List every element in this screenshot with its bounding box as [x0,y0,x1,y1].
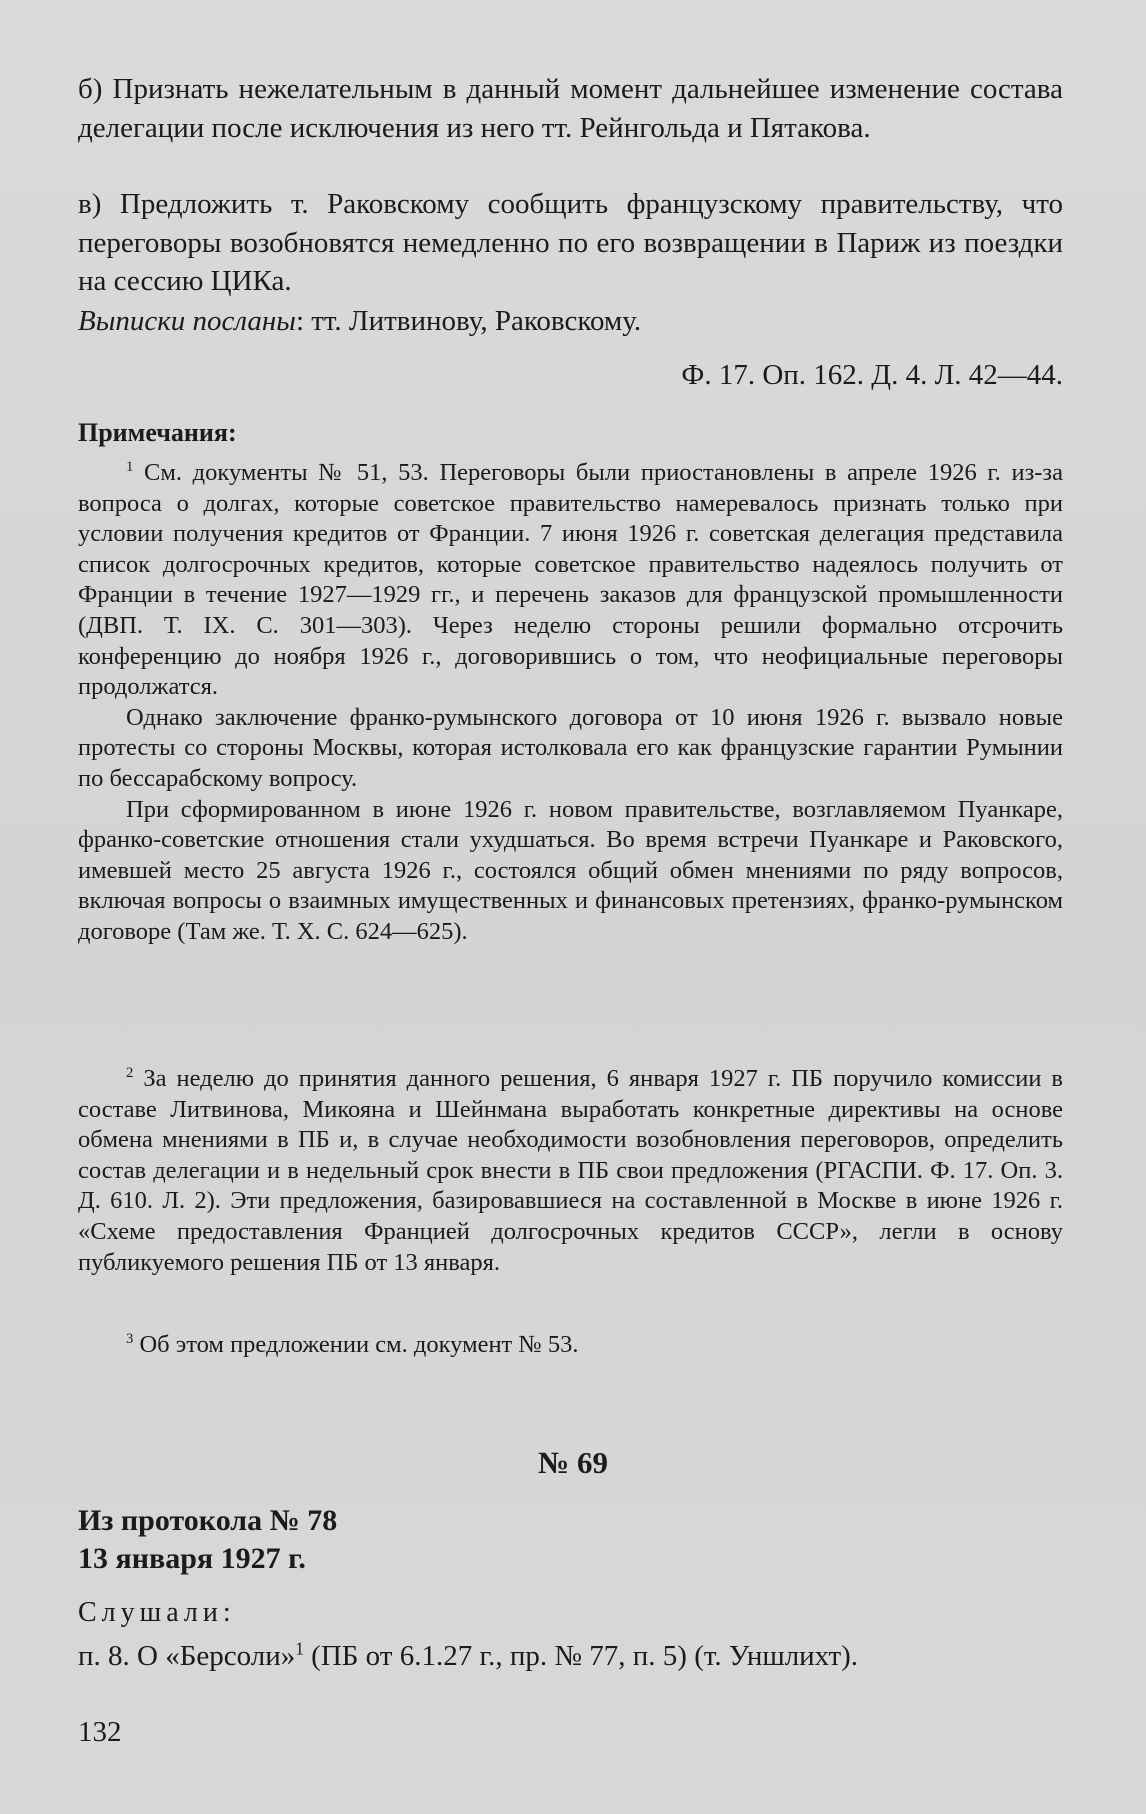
paragraph-v-text: в) Предложить т. Раковскому сообщить французскому правительству, что переговоры возобновятся немедленно по его возвращении в Париж из поездки на сессию ЦИКа. [78,188,1063,297]
note-2-text: За неделю до принятия данного решения, 6 января 1927 г. ПБ поручило комиссии в составе Литвинова, Микояна и Шейнмана выработать конкретные директивы на основе обмена мнениями в ПБ и, в случае необходимости возобновления переговоров, определить состав делегации и в недельный срок внести в ПБ свои предложения (РГАСПИ. Ф. 17. Оп. 3. Д. 610. Л. 2). Эти предложения, базировавшиеся на составленной в Москве в июне 1926 г. «Схеме предоставления Францией долгосрочных кредитов СССР», легли в основу публикуемого решения ПБ от 13 января. [78,1065,1064,1276]
note-1-marker: 1 [126,458,134,475]
archive-reference [78,356,1063,395]
note-1-text-3: При сформированном в июне 1926 г. новом правительстве, возглавляемом Пуанкаре, франко-советские отношения стали ухудшаться. Во время встречи Пуанкаре и Раковского, имевшей место 25 августа 1926 г., состоялся общий обмен мнениями по ряду вопросов, включая вопросы о взаимных имущественных и финансовых претензиях, франко-румынском договоре (Там же. Т. X. С. 624—625). [78,795,1063,945]
agenda-item-title: п. 8. О «Берсоли» [78,1640,296,1672]
note-3 [78,1330,1063,1361]
note-1-paragraph-3 [78,795,1063,948]
note-2-paragraph [78,1064,1063,1278]
agenda-item-marker: 1 [295,1638,304,1659]
extracts-label: Выписки посланы [78,305,296,337]
note-1-text-2: Однако заключение франко-румынского договора от 10 июня 1926 г. вызвало новые протесты со стороны Москвы, которая истолковала его как французские гарантии Румынии по бессарабскому вопросу. [78,703,1063,792]
note-2-marker: 2 [126,1064,134,1081]
note-3-paragraph [78,1330,1063,1361]
note-3-text: Об этом предложении см. документ № 53. [139,1331,579,1358]
agenda-item [78,1637,1063,1676]
extracts-recipients: : тт. Литвинову, Раковскому. [295,305,642,337]
agenda-item-text: (ПБ от 6.1.27 г., пр. № 77, п. 5) (т. Уншлихт). [303,1640,859,1672]
note-1-paragraph-1 [78,458,1063,703]
heard-label-text: Слушали: [78,1597,236,1628]
protocol-title [78,1502,1063,1578]
protocol-title-line-2: 13 января 1927 г. [78,1542,306,1575]
notes-heading [78,414,1063,452]
paragraph-b-text: б) Признать нежелательным в данный момент дальнейшее изменение состава делегации после исключения из него тт. Рейнгольда и Пятакова. [78,73,1063,144]
note-2 [78,1064,1063,1278]
notes-heading-text: Примечания: [78,418,237,447]
note-1 [78,458,1063,948]
extracts-line [78,302,1063,341]
document-number: № 69 [538,1445,608,1480]
note-1-paragraph-2 [78,703,1063,795]
heard-label [78,1594,1063,1632]
note-1-text-1: См. документы № 51, 53. Переговоры были приостановлены в апреле 1926 г. из-за вопроса о долгах, которые советское правительство намеревалось признать только при условии получения кредитов от Франции. 7 июня 1926 г. советская делегация представила список долгосрочных кредитов, которые советское правительство надеялось получить от Франции в течение 1927—1929 гг., и перечень заказов для французской промышленности (ДВП. Т. IX. С. 301—303). Через неделю стороны решили формально отсрочить конференцию до ноября 1926 г., договорившись о том, что неофициальные переговоры продолжатся. [78,459,1063,701]
paragraph-b [78,70,1063,147]
paragraph-v [78,185,1063,301]
archive-ref-text: Ф. 17. Оп. 162. Д. 4. Л. 42—44. [681,359,1063,391]
note-3-marker: 3 [126,1330,134,1347]
protocol-title-line-1: Из протокола № 78 [78,1504,338,1537]
page-number: 132 [78,1716,122,1748]
